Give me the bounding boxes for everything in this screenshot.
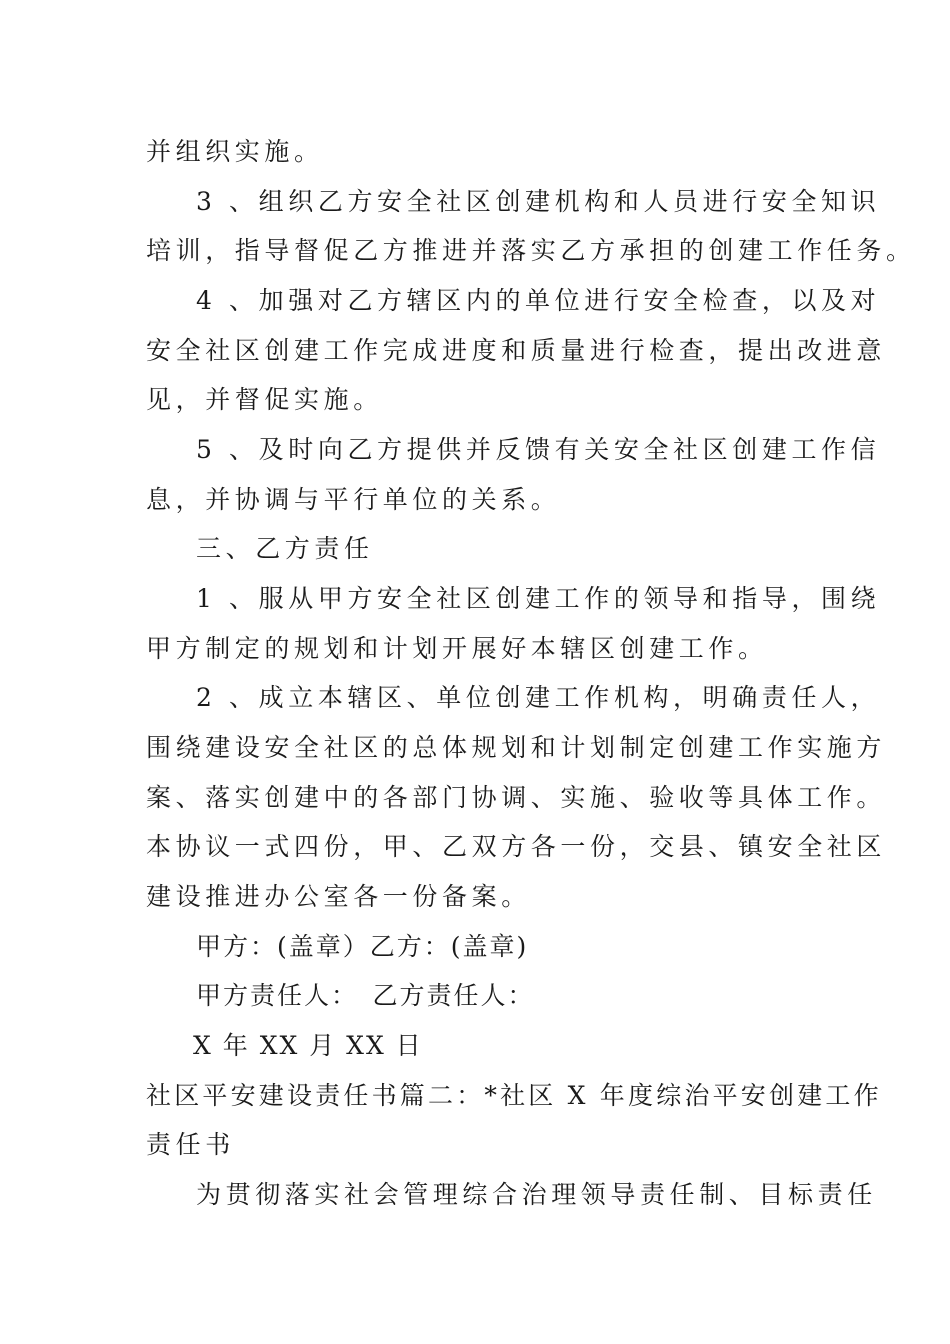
party-b-item-2-line-2: 围绕建设安全社区的总体规划和计划制定创建工作实施方 (146, 733, 887, 762)
paragraph-3-line-2: 培训，指导督促乙方推进并落实乙方承担的创建工作任务。 (146, 236, 916, 265)
section-heading-party-b: 三、乙方责任 (196, 534, 374, 563)
party-b-item-1-line-1: 1 、服从甲方安全社区创建工作的领导和指导，围绕 (196, 584, 881, 613)
party-b-item-2-line-3: 案、落实创建中的各部门协调、实施、验收等具体工作。 (146, 783, 887, 812)
text-line-1: 并组织实施。 (146, 137, 324, 166)
signature-seal-line: 甲方：(盖章）乙方：(盖章) (196, 932, 529, 961)
party-b-item-2-line-1: 2 、成立本辖区、单位创建工作机构，明确责任人， (196, 683, 881, 712)
date-line: X 年 XX 月 XX 日 (193, 1031, 423, 1060)
paragraph-5-line-2: 息，并协调与平行单位的关系。 (146, 485, 561, 514)
party-b-item-1-line-2: 甲方制定的规划和计划开展好本辖区创建工作。 (146, 634, 768, 663)
paragraph-4-line-3: 见，并督促实施。 (146, 385, 383, 414)
part-two-title-line-1: 社区平安建设责任书篇二：*社区 X 年度综治平安创建工作 (146, 1081, 882, 1110)
paragraph-4-line-1: 4 、加强对乙方辖区内的单位进行安全检查，以及对 (196, 286, 881, 315)
part-two-title-line-2: 责任书 (146, 1130, 235, 1159)
paragraph-3-line-1: 3 、组织乙方安全社区创建机构和人员进行安全知识 (196, 187, 881, 216)
part-two-intro-line-1: 为贯彻落实社会管理综合治理领导责任制、目标责任 (196, 1180, 877, 1209)
agreement-copies-line-1: 本协议一式四份，甲、乙双方各一份，交县、镇安全社区 (146, 832, 887, 861)
agreement-copies-line-2: 建设推进办公室各一份备案。 (146, 882, 531, 911)
paragraph-4-line-2: 安全社区创建工作完成进度和质量进行检查，提出改进意 (146, 336, 887, 365)
paragraph-5-line-1: 5 、及时向乙方提供并反馈有关安全社区创建工作信 (196, 435, 881, 464)
responsible-person-line: 甲方责任人： 乙方责任人： (196, 981, 535, 1010)
